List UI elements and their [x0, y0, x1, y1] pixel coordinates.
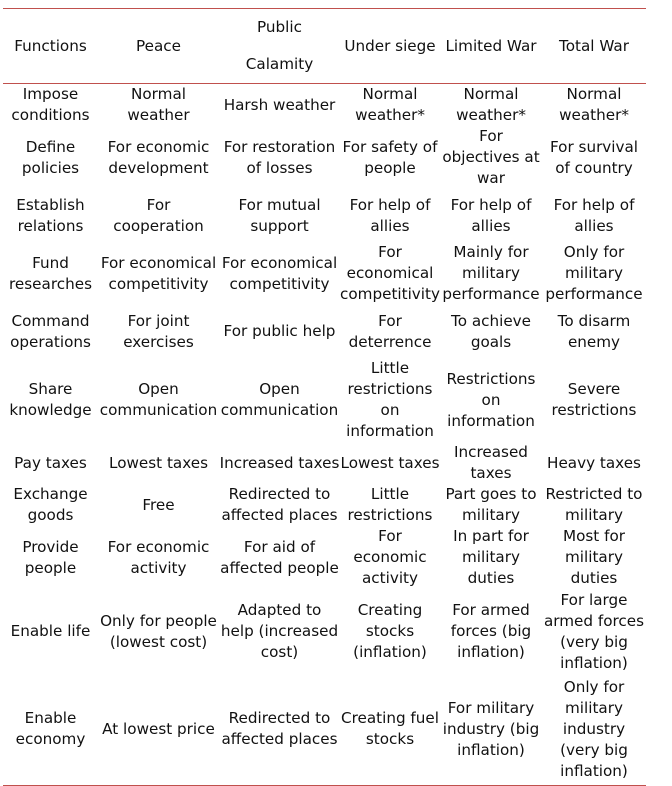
cell-line: (lowest cost) [109, 632, 208, 651]
cell-line: of losses [246, 158, 313, 177]
cell-line: restrictions [551, 401, 637, 419]
cell-line: relations [17, 216, 84, 235]
cell-line: Increased taxes [219, 453, 340, 472]
cell-public-calamity [219, 358, 340, 442]
cell-line: Define [25, 137, 76, 156]
cell-function [3, 242, 98, 305]
cell-line: Redirected to [228, 485, 331, 503]
cell-line: Enable life [10, 622, 91, 640]
table-row [3, 484, 646, 526]
cell-line: competitivity [108, 274, 209, 293]
cell-line: military [565, 264, 623, 282]
cell-line: Enable [24, 709, 77, 728]
cell-line: Only for [563, 677, 625, 696]
cell-line: economical [346, 264, 434, 282]
cell-peace [98, 189, 219, 242]
cell-peace [98, 242, 219, 305]
header-under-siege-l1: Under siege [344, 36, 436, 55]
cell-total-war [542, 84, 646, 127]
cell-line: For restoration [223, 137, 336, 156]
cell-line: For joint [127, 311, 190, 330]
table-row [3, 84, 646, 127]
cell-peace [98, 305, 219, 358]
cell-line: stocks [365, 622, 415, 640]
header-functions-l1: Functions [14, 36, 87, 55]
cell-line: conditions [11, 106, 90, 124]
cell-line: Restrictions [446, 369, 536, 388]
cell-line: military [565, 698, 623, 717]
cell-total-war [542, 305, 646, 358]
cell-line: For survival [549, 137, 639, 156]
header-limited-war-l1: Limited War [445, 36, 537, 55]
cell-line: Adapted to [237, 601, 322, 619]
cell-total-war [542, 442, 646, 484]
cell-line: For large [560, 590, 628, 609]
cell-line: competitivity [340, 285, 440, 303]
cell-line: Normal [362, 85, 418, 103]
table-row [3, 242, 646, 305]
cell-line: military [462, 506, 520, 524]
cell-line: For economical [100, 253, 217, 272]
cell-line: policies [21, 158, 80, 177]
cell-total-war [542, 526, 646, 589]
header-limited-war [440, 9, 542, 84]
cell-line: Mainly for [453, 243, 529, 261]
cell-limited-war [440, 674, 542, 785]
cell-peace [98, 84, 219, 127]
cell-line: Only for people [100, 611, 217, 630]
cell-line: affected places [221, 506, 338, 524]
table-row [3, 526, 646, 589]
cell-line: military [462, 548, 520, 566]
cell-line: allies [471, 216, 511, 235]
functions-comparison-table [3, 8, 646, 786]
cell-line: For public help [223, 322, 336, 340]
cell-limited-war [440, 189, 542, 242]
cell-line: For [378, 311, 402, 330]
cell-function [3, 84, 98, 127]
cell-under-siege [340, 442, 440, 484]
cell-line: information [447, 411, 535, 430]
cell-line: inflation) [560, 653, 628, 672]
cell-line: economy [15, 730, 86, 749]
cell-public-calamity [219, 442, 340, 484]
cell-peace [98, 358, 219, 442]
cell-limited-war [440, 84, 542, 127]
cell-line: duties [467, 569, 515, 587]
table-row [3, 189, 646, 242]
cell-line: performance [545, 285, 643, 303]
header-functions [3, 9, 98, 84]
cell-line: performance [442, 285, 540, 303]
cell-line: goods [27, 506, 74, 524]
header-total-war-l1: Total War [559, 36, 629, 55]
cell-line: economic [353, 548, 427, 566]
cell-line: information [346, 422, 434, 440]
cell-line: forces (big [450, 622, 532, 640]
cell-line: stocks [365, 730, 415, 749]
cell-function [3, 589, 98, 674]
cell-total-war [542, 189, 646, 242]
cell-under-siege [340, 358, 440, 442]
cell-under-siege [340, 484, 440, 526]
cell-line: Restricted to [545, 485, 643, 503]
cell-line: For armed [452, 601, 530, 619]
cell-line: objectives at [442, 148, 540, 166]
cell-line: deterrence [348, 332, 432, 351]
header-under-siege [340, 9, 440, 84]
cell-line: cooperation [113, 216, 204, 235]
cell-line: For help of [450, 195, 532, 214]
cell-line: weather* [456, 106, 526, 124]
cell-line: Most for [563, 527, 625, 545]
cell-under-siege [340, 526, 440, 589]
cell-line: war [477, 169, 505, 187]
cell-function [3, 674, 98, 785]
cell-line: Normal [131, 85, 186, 103]
cell-total-war [542, 674, 646, 785]
cell-line: military [565, 548, 623, 566]
cell-line: Provide [22, 537, 79, 556]
cell-line: Creating [357, 601, 423, 619]
cell-peace [98, 526, 219, 589]
cell-limited-war [440, 484, 542, 526]
cell-public-calamity [219, 589, 340, 674]
cell-under-siege [340, 84, 440, 127]
cell-line: Open [259, 380, 300, 398]
cell-public-calamity [219, 484, 340, 526]
cell-line: inflation) [457, 740, 525, 759]
cell-public-calamity [219, 84, 340, 127]
cell-line: on [481, 390, 501, 409]
cell-line: For economical [221, 253, 338, 272]
cell-line: For [378, 527, 402, 545]
cell-line: development [108, 158, 209, 177]
cell-line: Redirected to [228, 709, 331, 728]
cell-under-siege [340, 189, 440, 242]
cell-line: military [565, 506, 623, 524]
cell-line: allies [370, 216, 410, 235]
cell-line: Harsh weather [223, 95, 336, 114]
cell-total-war [542, 484, 646, 526]
cell-line: inflation) [560, 761, 628, 780]
cell-line: For economic [107, 137, 210, 156]
cell-line: Exchange [13, 485, 88, 503]
cell-line: on [380, 401, 400, 419]
cell-limited-war [440, 358, 542, 442]
cell-limited-war [440, 526, 542, 589]
cell-line: affected people [220, 558, 339, 577]
cell-line: communication [220, 401, 339, 419]
cell-line: For economic [107, 537, 210, 556]
cell-function [3, 126, 98, 189]
cell-function [3, 358, 98, 442]
cell-line: Free [142, 495, 175, 514]
cell-under-siege [340, 242, 440, 305]
cell-line: support [250, 216, 309, 235]
cell-line: armed forces [543, 611, 645, 630]
cell-line: For safety of [342, 137, 438, 156]
cell-public-calamity [219, 526, 340, 589]
cell-line: For help of [349, 195, 431, 214]
cell-line: Share [28, 380, 73, 398]
header-public-calamity [219, 9, 340, 84]
cell-under-siege [340, 305, 440, 358]
cell-line: For help of [553, 195, 635, 214]
cell-public-calamity [219, 189, 340, 242]
cell-line: activity [362, 569, 418, 587]
header-peace-l1: Peace [136, 36, 181, 55]
cell-line: For aid of [243, 537, 316, 556]
cell-line: communication [99, 401, 218, 419]
cell-line: exercises [123, 332, 194, 351]
cell-function [3, 305, 98, 358]
cell-total-war [542, 358, 646, 442]
table-row [3, 442, 646, 484]
cell-line: Only for [563, 243, 625, 261]
cell-line: Lowest taxes [109, 453, 208, 472]
cell-line: For [479, 127, 503, 145]
cell-limited-war [440, 126, 542, 189]
cell-line: knowledge [9, 401, 92, 419]
cell-line: restrictions [347, 380, 433, 398]
cell-line: Pay taxes [14, 453, 87, 472]
cell-line: duties [570, 569, 618, 587]
cell-line: people [364, 158, 416, 177]
cell-line: Part goes to [445, 485, 537, 503]
cell-line: For [146, 195, 171, 214]
table-row [3, 358, 646, 442]
cell-line: weather [127, 106, 190, 124]
cell-line: restrictions [347, 506, 433, 524]
cell-public-calamity [219, 674, 340, 785]
table-row [3, 126, 646, 189]
header-peace [98, 9, 219, 84]
cell-limited-war [440, 442, 542, 484]
cell-line: enemy [567, 332, 621, 351]
cell-line: Little [370, 485, 410, 503]
cell-line: people [24, 558, 77, 577]
cell-line: For [378, 243, 402, 261]
cell-total-war [542, 242, 646, 305]
cell-line: Normal [566, 85, 622, 103]
header-total-war [542, 9, 646, 84]
cell-public-calamity [219, 305, 340, 358]
cell-peace [98, 442, 219, 484]
cell-line: (very big [560, 740, 628, 759]
cell-line: At lowest price [102, 719, 215, 738]
table-row [3, 305, 646, 358]
cell-total-war [542, 589, 646, 674]
cell-line: Severe [567, 380, 621, 398]
cell-function [3, 526, 98, 589]
cell-line: Establish [16, 195, 85, 214]
cell-line: help (increased [220, 622, 339, 640]
cell-line: military [462, 264, 520, 282]
cell-line: inflation) [457, 643, 525, 661]
cell-peace [98, 484, 219, 526]
cell-peace [98, 674, 219, 785]
cell-line: cost) [260, 643, 299, 661]
cell-line: (inflation) [353, 643, 427, 661]
cell-line: Fund [32, 253, 69, 272]
cell-line: (very big [560, 632, 628, 651]
cell-under-siege [340, 674, 440, 785]
cell-line: Little [370, 359, 410, 377]
cell-function [3, 442, 98, 484]
cell-line: industry [562, 719, 626, 738]
cell-line: Lowest taxes [340, 453, 440, 472]
header-public-calamity-l2: Calamity [245, 55, 314, 73]
header-public-calamity-l1: Public [257, 18, 302, 36]
cell-line: operations [10, 332, 91, 351]
cell-line: affected places [221, 730, 338, 749]
cell-limited-war [440, 589, 542, 674]
cell-line: Creating fuel [341, 709, 439, 728]
cell-public-calamity [219, 242, 340, 305]
cell-line: For mutual [238, 195, 321, 214]
cell-peace [98, 589, 219, 674]
cell-line: of country [555, 158, 633, 177]
cell-line: Heavy taxes [547, 453, 641, 472]
cell-line: For military [447, 698, 535, 717]
cell-total-war [542, 126, 646, 189]
cell-under-siege [340, 589, 440, 674]
header-row [3, 9, 646, 84]
table-row [3, 589, 646, 674]
table-body [3, 84, 646, 786]
cell-line: To achieve [451, 311, 531, 330]
cell-line: weather* [355, 106, 425, 124]
cell-line: goals [470, 332, 512, 351]
cell-line: Command [11, 311, 90, 330]
cell-line: Normal [463, 85, 519, 103]
cell-limited-war [440, 305, 542, 358]
cell-line: In part for [453, 527, 529, 545]
cell-line: industry (big [442, 719, 540, 738]
cell-line: Open [138, 380, 179, 398]
cell-peace [98, 126, 219, 189]
cell-function [3, 484, 98, 526]
cell-line: To disarm [557, 311, 631, 330]
cell-line: allies [574, 216, 614, 235]
cell-public-calamity [219, 126, 340, 189]
table-row [3, 674, 646, 785]
cell-under-siege [340, 126, 440, 189]
cell-line: activity [130, 558, 187, 577]
cell-limited-war [440, 242, 542, 305]
cell-function [3, 189, 98, 242]
cell-line: researches [9, 274, 92, 293]
cell-line: weather* [559, 106, 629, 124]
cell-line: Impose [22, 85, 79, 103]
cell-line: taxes [470, 464, 512, 482]
cell-line: competitivity [229, 274, 330, 293]
cell-line: Increased [454, 443, 528, 461]
